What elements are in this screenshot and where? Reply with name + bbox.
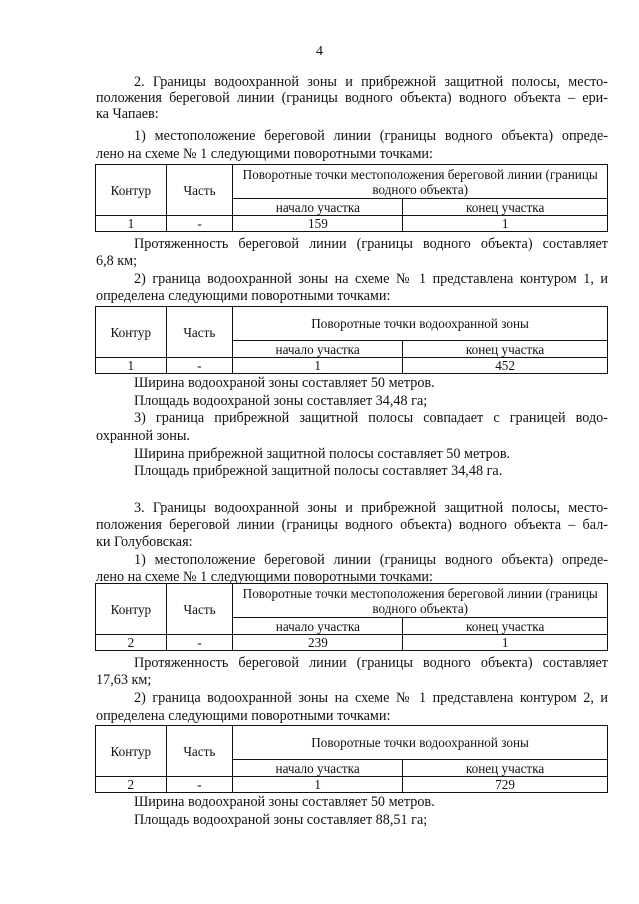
header-contour: Контур [96, 307, 167, 358]
table-row [96, 777, 608, 793]
header-part: Часть [166, 165, 233, 216]
header-section-end: конец участка [403, 760, 608, 777]
sec3-item2-line-1: 2) граница водоохранной зоны на схеме № 1 представлена контуром 2, и [134, 690, 608, 706]
header-turning-points: Поворотные точки местоположения береговой линии (границы водного объекта) [233, 584, 608, 618]
header-contour: Контур [96, 726, 167, 777]
page-number: 4 [316, 44, 323, 59]
header-part: Часть [166, 726, 233, 777]
cell-contour: 1 [96, 216, 167, 232]
sec2-heading-line-2: положения береговой линии (границы водного объекта) водного объекта – ери- [96, 90, 608, 106]
sec2-item3-line-2: охранной зоны. [96, 428, 190, 444]
cell-contour: 1 [96, 358, 167, 374]
cell-contour: 2 [96, 777, 167, 793]
cell-part: - [166, 635, 233, 651]
sec3-zone-area: Площадь водоохраной зоны составляет 88,51 га; [134, 812, 428, 828]
header-section-end: конец участка [403, 199, 608, 216]
header-section-start: начало участка [233, 199, 403, 216]
cell-start: 1 [233, 358, 403, 374]
header-turning-points: Поворотные точки водоохранной зоны [233, 307, 608, 341]
sec3-heading-line-3: ки Голубовская: [96, 534, 193, 550]
sec2-zone-width: Ширина водоохраной зоны составляет 50 метров. [134, 375, 435, 391]
cell-end: 1 [403, 216, 608, 232]
sec2-item1-line-2: лено на схеме № 1 следующими поворотными точками: [96, 146, 433, 162]
header-contour: Контур [96, 165, 167, 216]
header-section-start: начало участка [233, 341, 403, 358]
sec3-heading-line-2: положения береговой линии (границы водного объекта) водного объекта – бал- [96, 517, 608, 533]
sec2-zone-table [95, 306, 608, 374]
sec2-length-line-1: Протяженность береговой линии (границы водного объекта) составляет [134, 236, 608, 252]
header-section-start: начало участка [233, 618, 403, 635]
sec2-item2-line-1: 2) граница водоохранной зоны на схеме № 1 представлена контуром 1, и [134, 271, 608, 287]
cell-part: - [166, 777, 233, 793]
cell-end: 729 [403, 777, 608, 793]
sec3-shoreline-table [95, 583, 608, 651]
sec3-item1-line-1: 1) местоположение береговой линии (границы водного объекта) опреде- [134, 552, 608, 568]
sec2-heading-line-1: 2. Границы водоохранной зоны и прибрежной защитной полосы, место- [134, 74, 608, 90]
cell-part: - [166, 358, 233, 374]
cell-contour: 2 [96, 635, 167, 651]
header-section-start: начало участка [233, 760, 403, 777]
cell-part: - [166, 216, 233, 232]
sec2-strip-width: Ширина прибрежной защитной полосы составляет 50 метров. [134, 446, 511, 462]
header-part: Часть [166, 584, 233, 635]
sec2-item1-line-1: 1) местоположение береговой линии (границы водного объекта) опреде- [134, 128, 608, 144]
header-part: Часть [166, 307, 233, 358]
sec2-strip-area: Площадь прибрежной защитной полосы составляет 34,48 га. [134, 463, 503, 479]
table-row [96, 216, 608, 232]
sec2-heading-line-3: ка Чапаев: [96, 106, 159, 122]
sec3-length-line-2: 17,63 км; [96, 672, 152, 688]
sec2-shoreline-table [95, 164, 608, 232]
cell-end: 452 [403, 358, 608, 374]
header-turning-points: Поворотные точки местоположения береговой линии (границы водного объекта) [233, 165, 608, 199]
header-turning-points: Поворотные точки водоохранной зоны [233, 726, 608, 760]
sec3-item1-line-2: лено на схеме № 1 следующими поворотными точками: [96, 569, 433, 585]
cell-start: 159 [233, 216, 403, 232]
cell-end: 1 [403, 635, 608, 651]
sec2-item2-line-2: определена следующими поворотными точками: [96, 288, 391, 304]
sec3-length-line-1: Протяженность береговой линии (границы водного объекта) составляет [134, 655, 608, 671]
cell-start: 239 [233, 635, 403, 651]
sec3-zone-width: Ширина водоохраной зоны составляет 50 метров. [134, 794, 435, 810]
header-section-end: конец участка [403, 618, 608, 635]
sec2-item3-line-1: 3) граница прибрежной защитной полосы совпадает с границей водо- [134, 410, 608, 426]
header-section-end: конец участка [403, 341, 608, 358]
sec3-item2-line-2: определена следующими поворотными точками: [96, 708, 391, 724]
table-row [96, 635, 608, 651]
header-contour: Контур [96, 584, 167, 635]
table-row [96, 358, 608, 374]
sec2-zone-area: Площадь водоохраной зоны составляет 34,48 га; [134, 393, 428, 409]
sec2-length-line-2: 6,8 км; [96, 253, 138, 269]
sec3-zone-table [95, 725, 608, 793]
sec3-heading-line-1: 3. Границы водоохранной зоны и прибрежной защитной полосы, место- [134, 500, 608, 516]
cell-start: 1 [233, 777, 403, 793]
